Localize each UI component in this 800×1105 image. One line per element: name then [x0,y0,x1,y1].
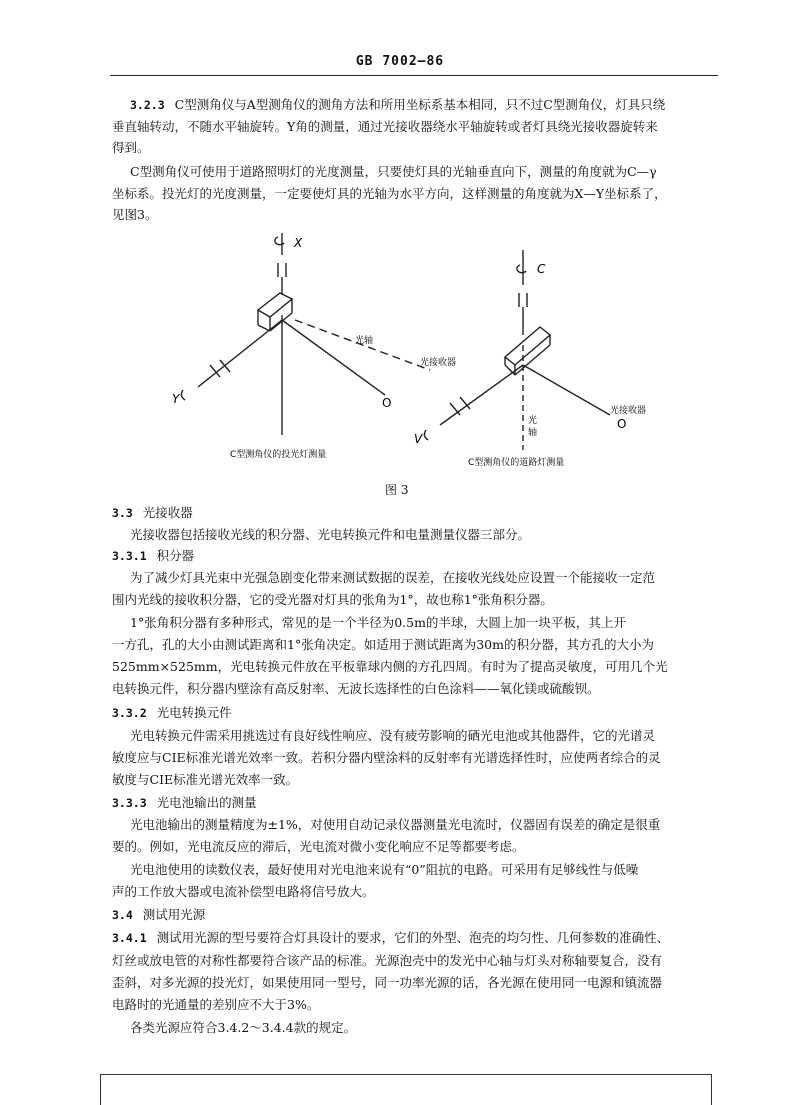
s333-line2: 要的。例如，光电流反应的滞后，光电流对微小变化响应不足等都要考虑。 [112,839,525,854]
s341-line4: 电路时的光通量的差别应不大于3%。 [112,997,320,1012]
s331-line3: 1°张角积分器有多种形式，常见的是一个半径为0.5m的半球，大圆上加一块平板，其上开 [130,615,626,630]
s333-heading: 3.3.3 光电池输出的测量 [112,795,257,810]
caption-right: C型测角仪的道路灯测量 [468,458,565,468]
axis-y-label: Y [172,392,180,406]
s323-line2: 垂直轴转动，不随水平轴旋转。Y角的测量，通过光接收器绕水平轴旋转或者灯具绕光接收器旋转来 [112,119,658,134]
s323-line3: 得到。 [112,140,150,155]
s333-line4: 声的工作放大器或电流补偿型电路将信号放大。 [112,884,375,899]
s323-line1: 3.2.3 C型测角仪与A型测角仪的测角方法和所用坐标系基本相同，只不过C型测角仪，灯具只绕 [130,97,666,112]
page-header: GB 7002—86 [355,54,445,69]
s331-line2: 围内光线的接收积分器，它的受光器对灯具的张角为1°，故也称1°张角积分器。 [112,592,553,607]
s331-heading: 3.3.1 积分器 [112,548,195,563]
s34-heading: 3.4 测试用光源 [112,907,206,922]
s333-line1: 光电池输出的测量精度为±1%，对使用自动记录仪器测量光电流时，仪器固有误差的确定是很重 [130,817,661,832]
s323-number: 3.2.3 [130,98,165,112]
s332-heading: 3.3.2 光电转换元件 [112,705,232,720]
s323-para2-line2: 坐标系。投光灯的光度测量，一定要使灯具的光轴为水平方向，这样测量的角度就为X—Y坐标系了， [112,186,667,201]
axis-x-label: X [294,236,303,250]
s331-line4: 一方孔，孔的大小由测试距离和1°张角决定。如适用于测试距离为30m的积分器，其方孔的大小为 [112,637,654,652]
figure-label: 图 3 [385,483,409,497]
s341-line2: 灯丝或放电管的对称性都要符合该产品的标准。光源泡壳中的发光中心轴与灯头对称轴要复合，没有 [112,953,663,968]
s33-heading: 3.3 光接收器 [112,505,193,520]
header-rule [110,75,718,76]
s33-body: 光接收器包括接收光线的积分器、光电转换元件和电量测量仪器三部分。 [130,527,531,542]
optical-axis-label-left: 光轴 [355,336,374,346]
s341-line5: 各类光源应符合3.4.2～3.4.4款的规定。 [130,1020,357,1035]
s323-para2-line1: C型测角仪可使用于道路照明灯的光度测量，只要使灯具的光轴垂直向下，测量的角度就为C—γ [130,164,657,179]
s341-line3: 歪斜，对多光源的投光灯，如果使用同一型号，同一功率光源的话，各光源在使用同一电源和镇流器 [112,975,663,990]
figure-3 [170,225,647,479]
s333-line3: 光电池使用的读数仪表，最好使用对光电池来说有“0”阻抗的电路。可采用有足够线性与低噪 [130,862,639,877]
s341-line1: 3.4.1 测试用光源的型号要符合灯具设计的要求，它们的外型、泡壳的均匀性、几何参数的准确性、 [112,930,670,945]
s323-para2-line3: 见图3。 [112,207,158,222]
s332-line3: 敏度与CIE标准光谱光效率一致。 [112,772,299,787]
receiver-label-right: 光接收器 [610,406,647,416]
s331-line6: 电转换元件，积分器内壁涂有高反射率、无波长选择性的白色涂料——氧化镁或硫酸钡。 [112,681,600,696]
o-label-left: O [382,396,392,410]
s332-line2: 敏度应与CIE标准光谱光效率一致。若积分器内壁涂料的反射率有光谱选择性时，应使两者综合的灵 [112,750,661,765]
axis-v-label: V [414,432,423,446]
s332-line1: 光电转换元件需采用挑选过有良好线性响应、没有疲劳影响的硒光电池或其他器件，它的光谱灵 [130,728,656,743]
optical-axis-label-right-1: 光 [528,416,538,426]
axis-c-label: C [537,262,546,276]
receiver-label-left: 光接收器 [420,358,457,368]
o-label-right: O [617,417,627,431]
optical-axis-label-right-2: 轴 [528,428,538,438]
s331-line1: 为了减少灯具光束中光强急剧变化带来测试数据的误差，在接收光线处应设置一个能接收一定范 [130,570,656,585]
bottom-frame [100,1074,712,1105]
caption-left: C型测角仪的投光灯测量 [230,450,327,460]
s331-line5: 525mm×525mm，光电转换元件放在平板靠球内侧的方孔四周。有时为了提高灵敏度，可用几个光 [112,659,668,674]
